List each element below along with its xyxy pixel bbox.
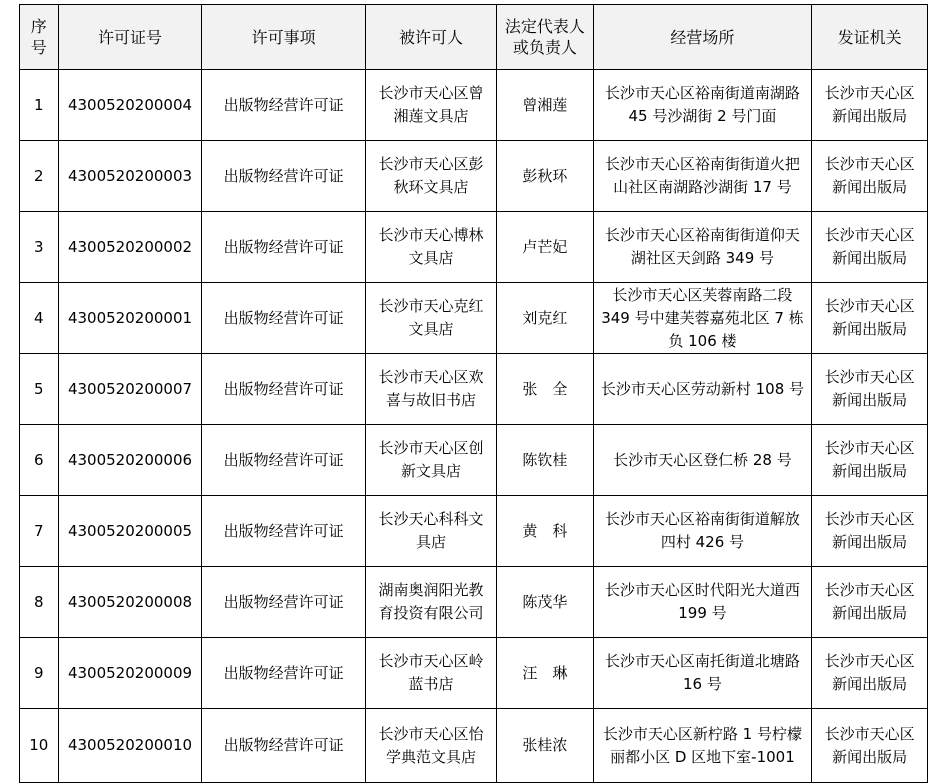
cell-representative: 曾湘莲 (497, 70, 593, 141)
table-row (20, 567, 928, 638)
cell-license-no: 4300520200003 (58, 141, 202, 212)
cell-licensee: 长沙天心科科文具店 (365, 496, 496, 567)
cell-index: 5 (20, 354, 59, 425)
cell-license-no: 4300520200001 (58, 283, 202, 354)
table-row (20, 141, 928, 212)
cell-representative: 彭秋环 (497, 141, 593, 212)
cell-index: 8 (20, 567, 59, 638)
cell-license-item: 出版物经营许可证 (202, 212, 365, 283)
header-index: 序号 (20, 5, 59, 70)
cell-licensee: 长沙市天心区岭蓝书店 (365, 638, 496, 709)
cell-authority: 长沙市天心区新闻出版局 (812, 425, 928, 496)
cell-licensee: 长沙市天心区欢喜与故旧书店 (365, 354, 496, 425)
cell-address: 长沙市天心区裕南街街道解放四村 426 号 (593, 496, 812, 567)
cell-license-no: 4300520200005 (58, 496, 202, 567)
table-row (20, 709, 928, 783)
cell-representative: 卢芒妃 (497, 212, 593, 283)
cell-license-item: 出版物经营许可证 (202, 567, 365, 638)
cell-authority: 长沙市天心区新闻出版局 (812, 212, 928, 283)
table-row (20, 354, 928, 425)
cell-representative: 陈茂华 (497, 567, 593, 638)
cell-license-item: 出版物经营许可证 (202, 425, 365, 496)
cell-authority: 长沙市天心区新闻出版局 (812, 70, 928, 141)
cell-licensee: 长沙市天心克红文具店 (365, 283, 496, 354)
table-row (20, 425, 928, 496)
cell-license-no: 4300520200004 (58, 70, 202, 141)
header-row (20, 5, 928, 70)
cell-address: 长沙市天心区时代阳光大道西 199 号 (593, 567, 812, 638)
cell-index: 10 (20, 709, 59, 783)
cell-license-item: 出版物经营许可证 (202, 709, 365, 783)
cell-index: 6 (20, 425, 59, 496)
cell-index: 7 (20, 496, 59, 567)
header-license-item: 许可事项 (202, 5, 365, 70)
cell-license-item: 出版物经营许可证 (202, 354, 365, 425)
header-license-no: 许可证号 (58, 5, 202, 70)
cell-license-item: 出版物经营许可证 (202, 496, 365, 567)
cell-license-item: 出版物经营许可证 (202, 638, 365, 709)
table-row (20, 212, 928, 283)
cell-authority: 长沙市天心区新闻出版局 (812, 638, 928, 709)
cell-licensee: 长沙市天心区创新文具店 (365, 425, 496, 496)
cell-license-no: 4300520200007 (58, 354, 202, 425)
cell-license-item: 出版物经营许可证 (202, 283, 365, 354)
cell-address: 长沙市天心区裕南街街道仰天湖社区天剑路 349 号 (593, 212, 812, 283)
cell-representative: 陈钦桂 (497, 425, 593, 496)
cell-index: 9 (20, 638, 59, 709)
header-representative: 法定代表人或负责人 (497, 5, 593, 70)
license-table (19, 4, 928, 783)
cell-licensee: 湖南奥润阳光教育投资有限公司 (365, 567, 496, 638)
cell-address: 长沙市天心区南托街道北塘路 16 号 (593, 638, 812, 709)
license-table-container (19, 4, 928, 783)
cell-license-item: 出版物经营许可证 (202, 141, 365, 212)
cell-address: 长沙市天心区裕南街街道火把山社区南湖路沙湖街 17 号 (593, 141, 812, 212)
cell-index: 4 (20, 283, 59, 354)
table-row (20, 638, 928, 709)
cell-license-no: 4300520200009 (58, 638, 202, 709)
cell-authority: 长沙市天心区新闻出版局 (812, 709, 928, 783)
cell-index: 1 (20, 70, 59, 141)
cell-representative: 刘克红 (497, 283, 593, 354)
header-address: 经营场所 (593, 5, 812, 70)
table-row (20, 496, 928, 567)
cell-authority: 长沙市天心区新闻出版局 (812, 567, 928, 638)
cell-license-item: 出版物经营许可证 (202, 70, 365, 141)
cell-representative: 黄 科 (497, 496, 593, 567)
cell-address: 长沙市天心区劳动新村 108 号 (593, 354, 812, 425)
cell-index: 3 (20, 212, 59, 283)
cell-licensee: 长沙市天心区曾湘莲文具店 (365, 70, 496, 141)
cell-address: 长沙市天心区登仁桥 28 号 (593, 425, 812, 496)
cell-authority: 长沙市天心区新闻出版局 (812, 496, 928, 567)
cell-authority: 长沙市天心区新闻出版局 (812, 283, 928, 354)
cell-representative: 张 全 (497, 354, 593, 425)
cell-address: 长沙市天心区新柠路 1 号柠檬丽都小区 D 区地下室-1001 (593, 709, 812, 783)
cell-representative: 汪 琳 (497, 638, 593, 709)
cell-address: 长沙市天心区裕南街道南湖路 45 号沙湖街 2 号门面 (593, 70, 812, 141)
cell-representative: 张桂浓 (497, 709, 593, 783)
cell-license-no: 4300520200008 (58, 567, 202, 638)
cell-address: 长沙市天心区芙蓉南路二段 349 号中建芙蓉嘉苑北区 7 栋负 106 楼 (593, 283, 812, 354)
cell-licensee: 长沙市天心区彭秋环文具店 (365, 141, 496, 212)
cell-authority: 长沙市天心区新闻出版局 (812, 141, 928, 212)
table-row (20, 283, 928, 354)
cell-licensee: 长沙市天心区怡学典范文具店 (365, 709, 496, 783)
cell-authority: 长沙市天心区新闻出版局 (812, 354, 928, 425)
cell-license-no: 4300520200006 (58, 425, 202, 496)
header-authority: 发证机关 (812, 5, 928, 70)
header-licensee: 被许可人 (365, 5, 496, 70)
table-row (20, 70, 928, 141)
cell-licensee: 长沙市天心博林文具店 (365, 212, 496, 283)
cell-index: 2 (20, 141, 59, 212)
cell-license-no: 4300520200002 (58, 212, 202, 283)
cell-license-no: 4300520200010 (58, 709, 202, 783)
